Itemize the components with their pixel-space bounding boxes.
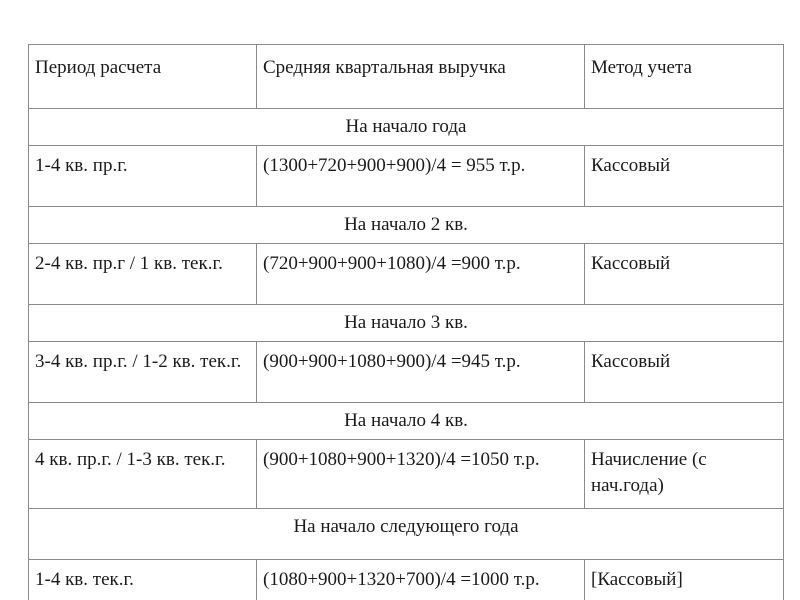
- table-row: [29, 440, 784, 509]
- table-header-row: [29, 45, 784, 109]
- section-title: На начало 3 кв.: [29, 305, 784, 342]
- header-period: Период расчета: [29, 45, 257, 109]
- cell-method: Кассовый: [585, 244, 784, 305]
- revenue-table: [28, 44, 784, 600]
- header-method: Метод учета: [585, 45, 784, 109]
- cell-period: 4 кв. пр.г. / 1-3 кв. тек.г.: [29, 440, 257, 509]
- cell-method: Кассовый: [585, 146, 784, 207]
- header-revenue: Средняя квартальная выручка: [257, 45, 585, 109]
- cell-period: 2-4 кв. пр.г / 1 кв. тек.г.: [29, 244, 257, 305]
- cell-period: 3-4 кв. пр.г. / 1-2 кв. тек.г.: [29, 342, 257, 403]
- section-row: [29, 207, 784, 244]
- cell-revenue: (720+900+900+1080)/4 =900 т.р.: [257, 244, 585, 305]
- cell-period: 1-4 кв. пр.г.: [29, 146, 257, 207]
- cell-revenue: (1080+900+1320+700)/4 =1000 т.р.: [257, 560, 585, 600]
- section-title: На начало года: [29, 109, 784, 146]
- section-row: [29, 403, 784, 440]
- cell-revenue: (1300+720+900+900)/4 = 955 т.р.: [257, 146, 585, 207]
- cell-revenue: (900+1080+900+1320)/4 =1050 т.р.: [257, 440, 585, 509]
- section-title: На начало 4 кв.: [29, 403, 784, 440]
- section-row: [29, 109, 784, 146]
- table-row: [29, 560, 784, 600]
- section-title: На начало 2 кв.: [29, 207, 784, 244]
- section-title: На начало следующего года: [29, 509, 784, 560]
- table-row: [29, 146, 784, 207]
- cell-method: Кассовый: [585, 342, 784, 403]
- table-row: [29, 342, 784, 403]
- table-row: [29, 244, 784, 305]
- cell-revenue: (900+900+1080+900)/4 =945 т.р.: [257, 342, 585, 403]
- cell-method: Начисление (с нач.года): [585, 440, 784, 509]
- cell-period: 1-4 кв. тек.г.: [29, 560, 257, 600]
- section-row: [29, 509, 784, 560]
- section-row: [29, 305, 784, 342]
- cell-method: [Кассовый]: [585, 560, 784, 600]
